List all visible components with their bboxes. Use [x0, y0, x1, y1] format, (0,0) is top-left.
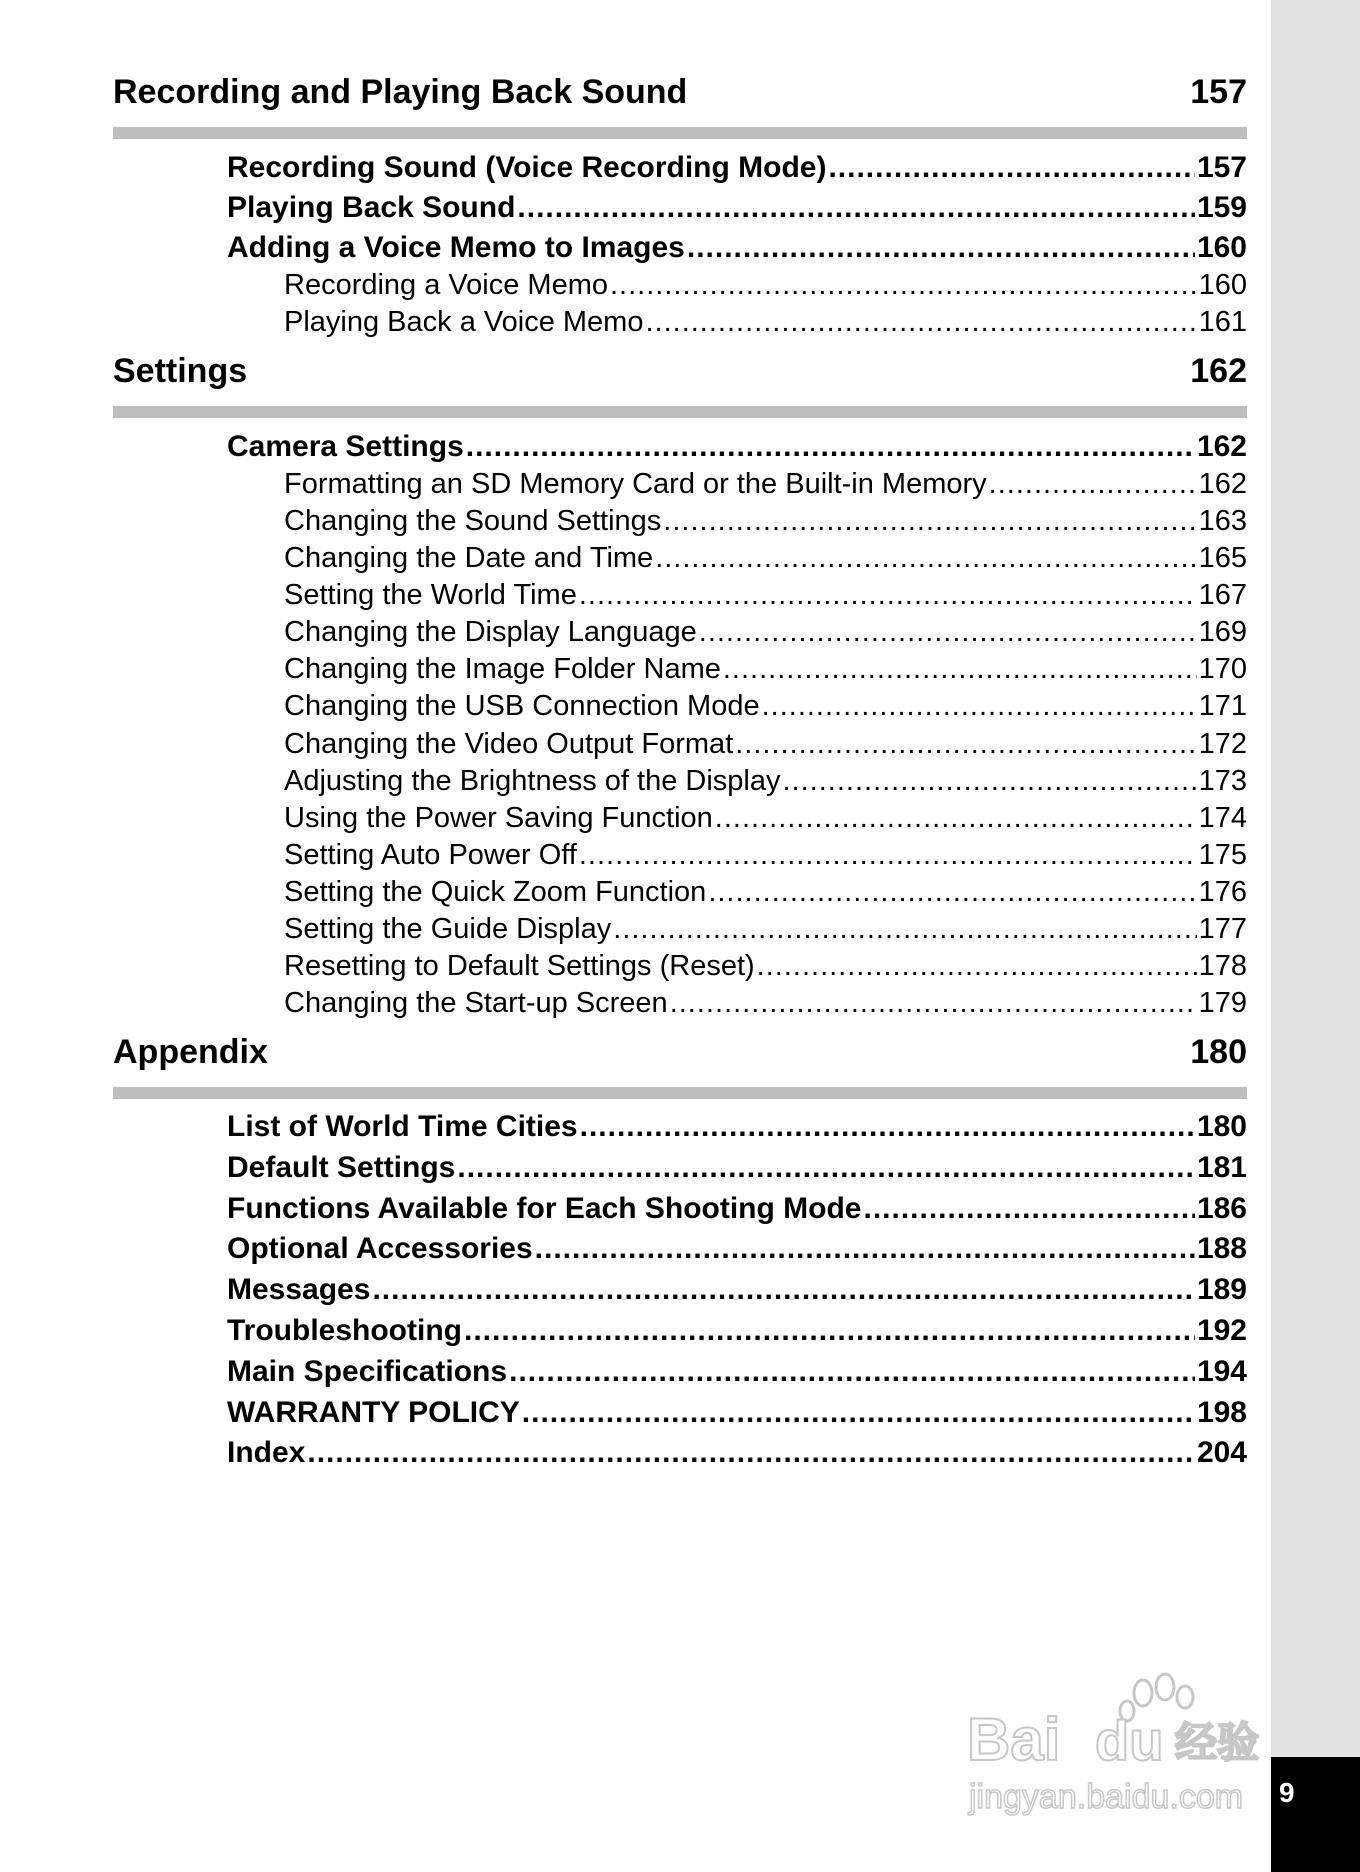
leader-dots [757, 948, 1197, 984]
page-number-box [1271, 1757, 1360, 1872]
toc-entry[interactable] [284, 540, 1247, 576]
section-heading[interactable] [113, 349, 1247, 393]
entry-title: Setting the World Time [284, 579, 577, 611]
leader-dots [863, 1190, 1194, 1228]
toc-entry[interactable] [284, 688, 1247, 724]
entry-title: Resetting to Default Settings (Reset) [284, 950, 755, 982]
leader-dots [989, 466, 1197, 502]
toc-entry[interactable] [284, 614, 1247, 650]
toc-entry[interactable] [227, 1312, 1247, 1350]
section-rule [113, 406, 1247, 418]
section-page: 162 [1190, 352, 1247, 390]
leader-dots [715, 800, 1197, 836]
entry-title: Main Specifications [227, 1355, 508, 1388]
toc-entry[interactable] [284, 911, 1247, 947]
entry-title: Recording Sound (Voice Recording Mode) [227, 151, 827, 184]
section-rule [113, 127, 1247, 139]
entry-page: 175 [1198, 839, 1247, 871]
toc-entry[interactable] [284, 985, 1247, 1021]
entry-title: Troubleshooting [227, 1314, 462, 1347]
leader-dots [580, 1108, 1195, 1146]
entry-page: 157 [1196, 151, 1247, 184]
entry-title: Playing Back Sound [227, 191, 516, 224]
svg-text:经验: 经验 [1175, 1718, 1260, 1767]
toc-entry[interactable] [227, 1434, 1247, 1472]
leader-dots [613, 911, 1196, 947]
entry-title: Recording a Voice Memo [284, 269, 608, 301]
section-rule [113, 1087, 1247, 1099]
section-heading[interactable] [113, 70, 1247, 114]
entry-page: 192 [1196, 1314, 1247, 1347]
toc-entry[interactable] [284, 837, 1247, 873]
entry-page: 170 [1198, 653, 1247, 685]
leader-dots [687, 229, 1195, 267]
entry-page: 178 [1198, 950, 1247, 982]
section-title: Appendix [113, 1033, 268, 1071]
entry-title: List of World Time Cities [227, 1110, 578, 1143]
toc-entry[interactable] [227, 189, 1247, 227]
entry-page: 171 [1198, 690, 1247, 722]
entry-title: Playing Back a Voice Memo [284, 306, 644, 338]
entry-page: 160 [1198, 269, 1247, 301]
section-title: Settings [113, 352, 248, 390]
section-page: 180 [1190, 1033, 1247, 1071]
entry-page: 176 [1198, 876, 1247, 908]
leader-dots [783, 763, 1197, 799]
entry-title: Changing the Date and Time [284, 542, 654, 574]
toc-entry[interactable] [284, 304, 1247, 340]
entry-title: Adding a Voice Memo to Images [227, 231, 685, 264]
entry-title: Setting the Quick Zoom Function [284, 876, 707, 908]
baidu-watermark-logo [965, 1665, 1275, 1825]
entry-title: Changing the Start-up Screen [284, 987, 668, 1019]
entry-title: Index [227, 1436, 306, 1469]
entry-title: Adjusting the Brightness of the Display [284, 765, 781, 797]
leader-dots [735, 726, 1196, 762]
section-heading[interactable] [113, 1030, 1247, 1074]
entry-title: Camera Settings [227, 430, 464, 463]
entry-page: 180 [1196, 1110, 1247, 1143]
entry-title: Setting Auto Power Off [284, 839, 577, 871]
entry-page: 188 [1196, 1232, 1247, 1265]
toc-entry[interactable] [284, 874, 1247, 910]
side-tab-strip [1271, 0, 1360, 1872]
entry-title: Changing the Display Language [284, 616, 697, 648]
entry-page: 169 [1198, 616, 1247, 648]
entry-page: 181 [1196, 1151, 1247, 1184]
leader-dots [723, 651, 1197, 687]
entry-title: Formatting an SD Memory Card or the Built-in Memory [284, 468, 987, 500]
leader-dots [610, 267, 1197, 303]
svg-text:jingyan.baidu.com: jingyan.baidu.com [969, 1778, 1244, 1816]
entry-page: 160 [1196, 231, 1247, 264]
entry-page: 198 [1196, 1396, 1247, 1429]
toc-entry[interactable] [227, 1190, 1247, 1228]
entry-page: 204 [1196, 1436, 1247, 1469]
entry-title: Optional Accessories [227, 1232, 533, 1265]
entry-page: 177 [1198, 913, 1247, 945]
entry-title: Changing the Image Folder Name [284, 653, 721, 685]
leader-dots [663, 503, 1196, 539]
toc-entry[interactable] [284, 466, 1247, 502]
section-title: Recording and Playing Back Sound [113, 73, 688, 111]
toc-entry[interactable] [284, 800, 1247, 836]
page-number: 9 [1279, 1777, 1295, 1808]
entry-page: 167 [1198, 579, 1247, 611]
entry-page: 194 [1196, 1355, 1247, 1388]
toc-entry[interactable] [227, 1271, 1247, 1309]
entry-title: Setting the Guide Display [284, 913, 612, 945]
toc-entry[interactable] [227, 1353, 1247, 1391]
toc-entry[interactable] [284, 763, 1247, 799]
entry-title: WARRANTY POLICY [227, 1396, 520, 1429]
entry-title: Functions Available for Each Shooting Mode [227, 1192, 862, 1225]
entry-page: 189 [1196, 1273, 1247, 1306]
leader-dots [522, 1394, 1195, 1432]
entry-title: Changing the USB Connection Mode [284, 690, 760, 722]
entry-title: Using the Power Saving Function [284, 802, 713, 834]
svg-text:Bai: Bai [967, 1706, 1061, 1773]
leader-dots [466, 428, 1195, 466]
entry-page: 162 [1198, 468, 1247, 500]
entry-page: 186 [1196, 1192, 1247, 1225]
toc-entry[interactable] [284, 577, 1247, 613]
entry-page: 179 [1198, 987, 1247, 1019]
toc-entry[interactable] [227, 1230, 1247, 1268]
entry-page: 162 [1196, 430, 1247, 463]
leader-dots [762, 688, 1197, 724]
leader-dots [579, 577, 1197, 613]
leader-dots [828, 149, 1194, 187]
leader-dots [645, 304, 1196, 340]
entry-page: 172 [1198, 728, 1247, 760]
toc-entry[interactable] [284, 503, 1247, 539]
toc-entry[interactable] [227, 1149, 1247, 1187]
leader-dots [307, 1434, 1195, 1472]
leader-dots [372, 1271, 1195, 1309]
leader-dots [699, 614, 1197, 650]
entry-title: Changing the Sound Settings [284, 505, 662, 537]
leader-dots [708, 874, 1196, 910]
toc-entry[interactable] [227, 229, 1247, 267]
entry-title: Changing the Video Output Format [284, 728, 734, 760]
entry-page: 161 [1198, 306, 1247, 338]
svg-text:du: du [1095, 1709, 1164, 1772]
toc-entry[interactable] [284, 948, 1247, 984]
toc-entry[interactable] [284, 726, 1247, 762]
entry-page: 165 [1198, 542, 1247, 574]
leader-dots [670, 985, 1197, 1021]
entry-page: 159 [1196, 191, 1247, 224]
toc-entry[interactable] [227, 1108, 1247, 1146]
leader-dots [579, 837, 1197, 873]
leader-dots [655, 540, 1196, 576]
leader-dots [535, 1230, 1195, 1268]
section-page: 157 [1190, 73, 1247, 111]
entry-page: 173 [1198, 765, 1247, 797]
toc-entry[interactable] [227, 1394, 1247, 1432]
leader-dots [464, 1312, 1195, 1350]
leader-dots [509, 1353, 1195, 1391]
entry-page: 174 [1198, 802, 1247, 834]
entry-page: 163 [1198, 505, 1247, 537]
toc-entry[interactable] [284, 651, 1247, 687]
entry-title: Messages [227, 1273, 371, 1306]
leader-dots [457, 1149, 1195, 1187]
toc-entry[interactable] [284, 267, 1247, 303]
toc-entry[interactable] [227, 428, 1247, 466]
toc-entry[interactable] [227, 149, 1247, 187]
entry-title: Default Settings [227, 1151, 456, 1184]
leader-dots [517, 189, 1195, 227]
